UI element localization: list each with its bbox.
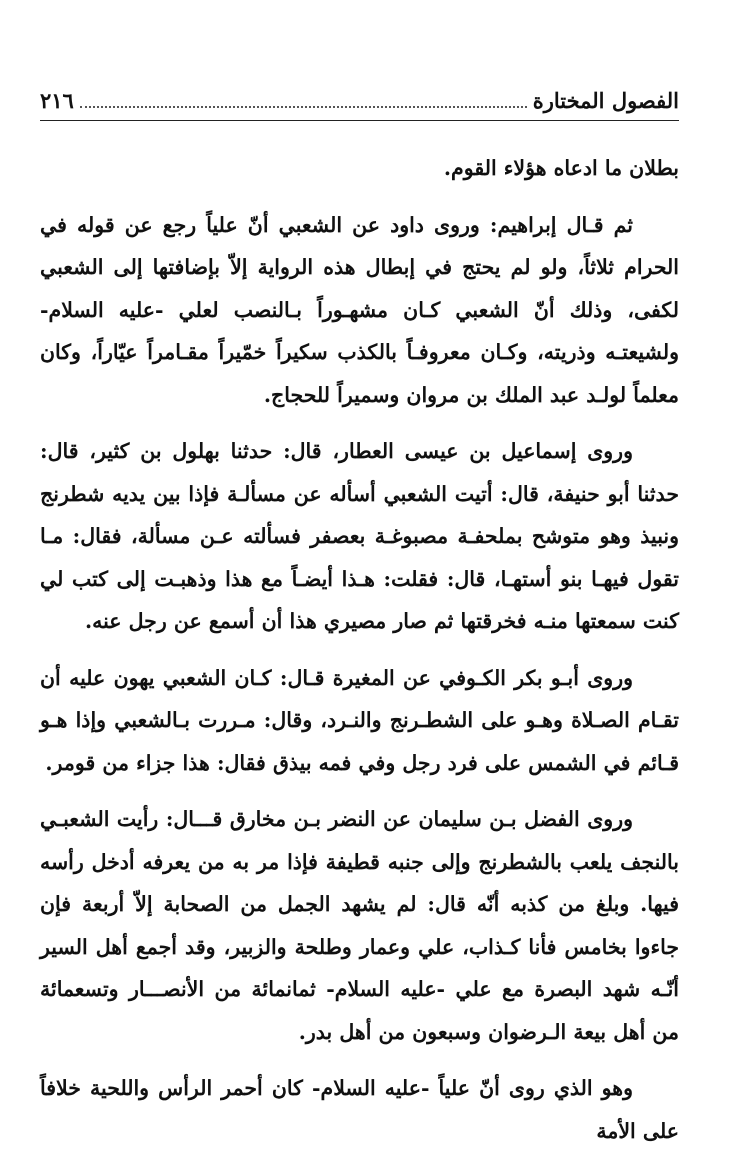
running-header	[40, 88, 679, 121]
paragraph-2: ثم قـال إبراهيم: وروى داود عن الشعبي أنّ علياً رجع عن قوله في الحرام ثلاثاً، ولو لم يحتج في إبطال هذه الرواية إلاّ بإضافتها إلى الشعبي لكفى، وذلك أنّ الشعبي كـان مشهـوراً بـالنصب لعلي -عليه السلام- ولشيعتـه وذريته، وكـان معروفـاً بالكذب سكيراً خمّيراً مقـامراً عيّاراً، وكان معلماً لولـد عبد الملك بن مروان وسميراً للحجاج.	[40, 212, 679, 407]
paragraph-6: وهو الذي روى أنّ علياً -عليه السلام- كان أحمر الرأس واللحية خلافاً على الأمة	[40, 1076, 679, 1143]
paragraph-5: وروى الفضل بـن سليمان عن النضر بـن مخارق قـــال: رأيت الشعبـي بالنجف يلعب بالشطرنج وإلى جنبه قطيفة فإذا مر به من يعرفه أدخل رأسه فيها. وبلغ من كذبه أنّه قال: لم يشهد الجمل من الصحابة إلاّ أربعة فإن جاءوا بخامس فأنا كـذاب، علي وعمار وطلحة والزبير، وقد أجمع أهل السير أنّـه شهد البصرة مع علي -عليه السلام- ثمانمائة من الأنصـــار وتسعمائة من أهل بيعة الـرضوان وسبعون من أهل بدر.	[40, 807, 679, 1044]
paragraph-1: بطلان ما ادعاه هؤلاء القوم.	[443, 156, 679, 180]
page-number: ٢١٦	[40, 88, 74, 113]
paragraph-4: وروى أبـو بكر الكـوفي عن المغيرة قـال: كـان الشعبي يهون عليه أن تقـام الصـلاة وهـو على الشطـرنج والنـرد، وقال: مـررت بـالشعبي وإذا هـو قـائم في الشمس على فرد رجل وفي فمه بيذق فقال: هذا جزاء من قومر.	[40, 665, 679, 775]
paragraph-3: وروى إسماعيل بن عيسى العطار، قال: حدثنا بهلول بن كثير، قال: حدثنا أبو حنيفة، قال: أتيت الشعبي أسأله عن مسألـة فإذا بين يديه شطرنج ونبيذ وهو متوشح بملحفـة مصبوغـة بعصفر فسألته عـن مسألة، فقال: مـا تقول فيهـا بنو أستهـا، قال: فقلت: هـذا أيضـاً مع هذا وذهبـت إلى كتب لي كنت سمعتها منـه فخرقتها ثم صار مصيري هذا أن أسمع عن رجل عنه.	[40, 439, 679, 633]
header-dot-leader	[80, 106, 527, 108]
book-title: الفصول المختارة	[532, 88, 679, 113]
